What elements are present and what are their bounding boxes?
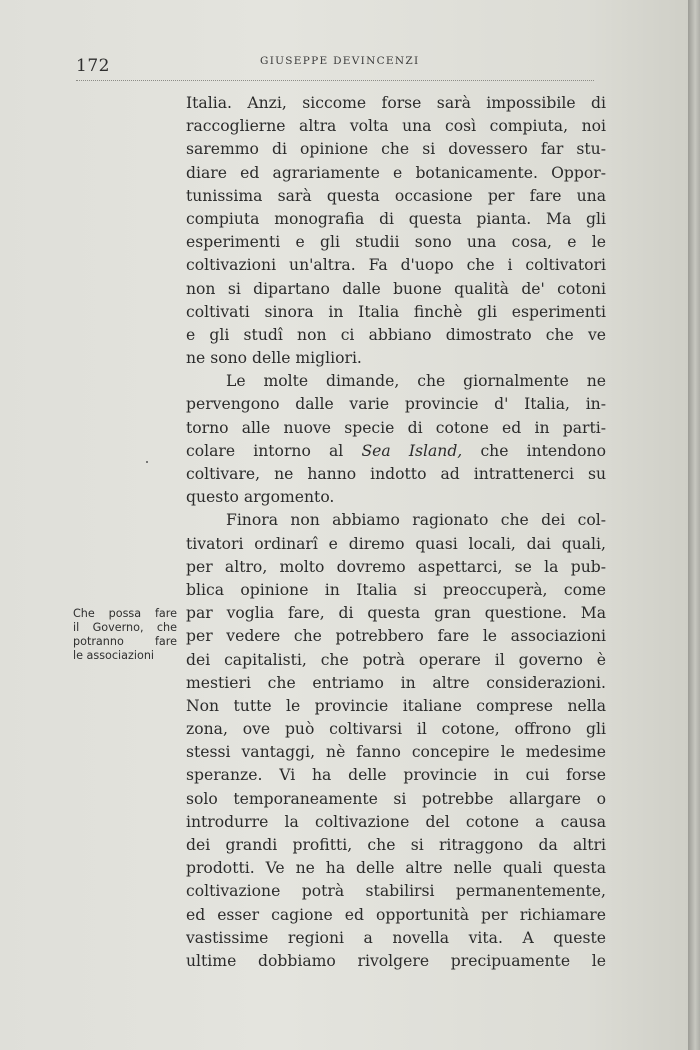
text-line: e gli studî non ci abbiano dimostrato che ve — [186, 325, 606, 344]
text-line: raccoglierne altra volta una così compiuta, noi — [186, 117, 606, 136]
text-line: par voglia fare, di questa gran questione. Ma — [186, 604, 606, 623]
text-line: zona, ove può coltivarsi il cotone, offrono gli — [186, 720, 606, 739]
text-line: pervengono dalle varie provincie d' Italia, in- — [186, 395, 606, 414]
italic-term: Sea Island, — [361, 441, 463, 460]
text-line-with-italic — [186, 440, 606, 463]
text-line: mestieri che entriamo in altre considerazioni. — [186, 673, 606, 692]
text-line: stessi vantaggi, nè fanno concepire le medesime — [186, 743, 606, 762]
ink-speck — [146, 461, 148, 463]
marginal-note-line: Che possa fare — [73, 607, 177, 620]
running-head: GIUSEPPE DEVINCENZI — [260, 55, 420, 67]
text-line: Non tutte le provincie italiane comprese nella — [186, 696, 606, 715]
text-line: Le molte dimande, che giornalmente ne — [226, 372, 606, 391]
text-line: prodotti. Ve ne ha delle altre nelle quali questa — [186, 859, 606, 878]
text-line: coltivazioni un'altra. Fa d'uopo che i coltivatori — [186, 256, 606, 275]
text-line: dei capitalisti, che potrà operare il governo è — [186, 650, 606, 669]
marginal-note-line: potranno fare — [73, 635, 177, 648]
marginal-note-line: il Governo, che — [73, 621, 177, 634]
text-line: blica opinione in Italia si preoccuperà, come — [186, 580, 606, 599]
text-line: tunissima sarà questa occasione per fare una — [186, 186, 606, 205]
header-rule — [76, 80, 594, 81]
text-line: esperimenti e gli studii sono una cosa, e le — [186, 233, 606, 252]
text-line: speranze. Vi ha delle provincie in cui forse — [186, 766, 606, 785]
text-segment: colare intorno al — [186, 441, 344, 460]
text-line: ultime dobbiamo rivolgere precipuamente le — [186, 951, 606, 970]
marginal-note — [73, 607, 177, 663]
text-line: non si dipartano dalle buone qualità de' cotoni — [186, 279, 606, 298]
text-segment: che intendono — [480, 441, 606, 460]
text-line: diare ed agrariamente e botanicamente. Oppor- — [186, 163, 606, 182]
text-line: introdurre la coltivazione del cotone a causa — [186, 812, 606, 831]
text-line: dei grandi profitti, che si ritraggono da altri — [186, 836, 606, 854]
text-line: saremmo di opinione che si dovessero far stu- — [186, 140, 606, 159]
page-header — [76, 46, 596, 76]
text-line: Italia. Anzi, siccome forse sarà impossibile di — [186, 94, 606, 112]
text-line: torno alle nuove specie di cotone ed in parti- — [186, 418, 606, 437]
text-line: ne sono delle migliori. — [186, 349, 362, 368]
text-line: ed esser cagione ed opportunità per richiamare — [186, 905, 606, 924]
text-line: per vedere che potrebbero fare le associazioni — [186, 627, 606, 646]
text-line: tivatori ordinarî e diremo quasi locali, dai quali, — [186, 534, 606, 553]
text-line: compiuta monografia di questa pianta. Ma gli — [186, 209, 606, 228]
text-line: per altro, molto dovremo aspettarci, se la pub- — [186, 557, 606, 576]
text-line: coltivazione potrà stabilirsi permanentemente, — [186, 882, 606, 901]
text-line: solo temporaneamente si potrebbe allargare o — [186, 789, 606, 808]
page-edge — [688, 0, 700, 1050]
body-text — [186, 92, 606, 973]
text-line: questo argomento. — [186, 488, 335, 507]
text-line: coltivati sinora in Italia finchè gli esperimenti — [186, 302, 606, 321]
text-line: Finora non abbiamo ragionato che dei col- — [226, 511, 606, 530]
marginal-note-line: le associazioni — [73, 649, 155, 662]
text-line: vastissime regioni a novella vita. A queste — [186, 928, 606, 947]
page-number: 172 — [76, 56, 110, 76]
text-line: coltivare, ne hanno indotto ad intrattenerci su — [186, 465, 606, 483]
